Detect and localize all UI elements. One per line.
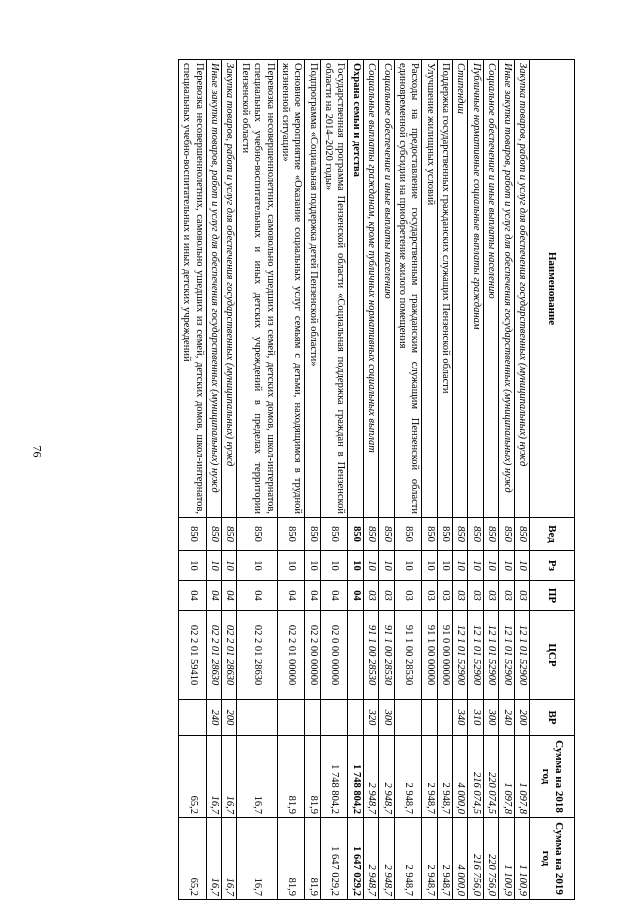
table-row [453,60,468,900]
cell-sum-2019: 1 100,9 [514,818,529,900]
table-row [499,60,514,900]
cell-ved: 850 [277,518,305,551]
cell-vr: 200 [222,700,237,736]
cell-vr: 240 [499,700,514,736]
cell-pr: 04 [206,581,221,611]
cell-name: Закупка товаров, работ и услуг для обеспечения государственных (муниципальных) нужд [514,60,529,518]
cell-sum-2018: 2 948,7 [379,736,394,818]
cell-ved: 850 [379,518,394,551]
cell-sum-2018: 1 748 804,2 [348,736,363,818]
cell-sum-2019: 1 100,9 [499,818,514,900]
table-row [179,60,207,900]
cell-pr: 03 [422,581,437,611]
cell-pr: 04 [222,581,237,611]
cell-name: Социальное обеспечение и иные выплаты населению [483,60,498,518]
cell-ved: 850 [468,518,483,551]
table-row [222,60,237,900]
cell-rz: 10 [422,551,437,581]
table-header-row [530,60,575,900]
cell-csr: 91 0 00 00000 [437,611,452,700]
cell-csr [348,611,363,700]
header-name: Наименование [530,60,575,518]
cell-sum-2018: 1 097,8 [514,736,529,818]
cell-pr: 03 [453,581,468,611]
cell-sum-2019: 1 647 029,2 [320,818,348,900]
cell-ved: 850 [483,518,498,551]
header-sum-2019: Сумма на 2019 год [530,818,575,900]
cell-vr [237,700,277,736]
cell-rz: 10 [305,551,320,581]
cell-rz: 10 [453,551,468,581]
cell-name: Охрана семьи и детства [348,60,363,518]
cell-csr: 12 1 01 52900 [483,611,498,700]
cell-ved: 850 [437,518,452,551]
cell-sum-2018: 65,2 [179,736,207,818]
cell-vr [348,700,363,736]
cell-ved: 850 [179,518,207,551]
cell-sum-2019: 2 948,7 [422,818,437,900]
cell-rz: 10 [394,551,422,581]
cell-csr: 02 2 01 00000 [277,611,305,700]
table-row [348,60,363,900]
cell-name: Перевозка несовершеннолетних, самовольно ушедших из семей, детских домов, школ-интернатов, специальных учебно-воспитательных и иных детских учреждений [179,60,207,518]
table-row [422,60,437,900]
cell-vr: 300 [379,700,394,736]
cell-csr: 12 1 01 52900 [468,611,483,700]
cell-pr: 04 [237,581,277,611]
cell-rz: 10 [363,551,378,581]
cell-rz: 10 [222,551,237,581]
cell-sum-2019: 2 948,7 [379,818,394,900]
cell-sum-2018: 81,9 [277,736,305,818]
cell-csr: 91 1 00 00000 [422,611,437,700]
table-row [514,60,529,900]
cell-rz: 10 [514,551,529,581]
header-vr: ВР [530,700,575,736]
cell-sum-2019: 2 948,7 [363,818,378,900]
table-row [206,60,221,900]
cell-name: Социальное обеспечение и иные выплаты населению [379,60,394,518]
cell-pr: 03 [483,581,498,611]
cell-csr: 91 1 00 28530 [379,611,394,700]
cell-ved: 850 [499,518,514,551]
cell-csr: 02 2 00 00000 [305,611,320,700]
cell-pr: 04 [277,581,305,611]
cell-sum-2018: 216 074,5 [468,736,483,818]
cell-name: Расходы на предоставление государственным гражданским служащим Пензенской области единовременной субсидии на приобретение жилого помещения [394,60,422,518]
cell-ved: 850 [222,518,237,551]
header-csr: ЦСР [530,611,575,700]
cell-rz: 10 [437,551,452,581]
cell-name: Улучшение жилищных условий [422,60,437,518]
cell-vr [394,700,422,736]
cell-csr: 12 1 01 52900 [499,611,514,700]
cell-sum-2019: 4 000,0 [453,818,468,900]
table-row [379,60,394,900]
cell-vr [179,700,207,736]
cell-vr [320,700,348,736]
cell-sum-2019: 216 756,0 [468,818,483,900]
cell-sum-2019: 65,2 [179,818,207,900]
cell-ved: 850 [206,518,221,551]
cell-ved: 850 [363,518,378,551]
cell-rz: 10 [483,551,498,581]
cell-sum-2019: 2 948,7 [437,818,452,900]
cell-csr: 02 0 00 00000 [320,611,348,700]
page-number: 76 [30,445,45,458]
cell-sum-2019: 16,7 [237,818,277,900]
cell-ved: 850 [394,518,422,551]
cell-name: Поддержка государственных гражданских служащих Пензенской области [437,60,452,518]
header-rz: Рз [530,551,575,581]
table-row [468,60,483,900]
table-body [179,60,530,900]
cell-sum-2019: 1 647 029,2 [348,818,363,900]
cell-pr: 04 [305,581,320,611]
table-row [277,60,305,900]
table-row [237,60,277,900]
cell-pr: 04 [320,581,348,611]
cell-name: Иные закупки товаров, работ и услуг для обеспечения государственных (муниципальных) нужд [499,60,514,518]
table-row [320,60,348,900]
cell-name: Государственная программа Пензенской области «Социальная поддержка граждан в Пензенской области на 2014–2020 годы» [320,60,348,518]
cell-rz: 10 [320,551,348,581]
cell-name: Социальные выплаты гражданам, кроме публичных нормативных социальных выплат [363,60,378,518]
cell-sum-2018: 2 948,7 [422,736,437,818]
cell-vr [277,700,305,736]
cell-vr: 240 [206,700,221,736]
cell-csr: 02 2 01 28630 [222,611,237,700]
cell-csr: 02 2 01 28630 [206,611,221,700]
table-row [305,60,320,900]
cell-pr: 03 [468,581,483,611]
cell-sum-2018: 220 074,5 [483,736,498,818]
cell-ved: 850 [453,518,468,551]
cell-pr: 04 [348,581,363,611]
cell-csr: 02 2 01 28630 [237,611,277,700]
cell-sum-2018: 16,7 [222,736,237,818]
cell-sum-2019: 81,9 [305,818,320,900]
cell-pr: 03 [499,581,514,611]
cell-sum-2018: 1 748 804,2 [320,736,348,818]
cell-name: Основное мероприятие «Оказание социальных услуг семьям с детьми, находящимся в трудной жизненной ситуации» [277,60,305,518]
cell-sum-2019: 16,7 [222,818,237,900]
cell-name: Перевозка несовершеннолетних, самовольно ушедших из семей, детских домов, школ-интернатов, специальных учебно-воспитательных и иных детских учреждений в пределах территории Пензенской области [237,60,277,518]
cell-sum-2018: 2 948,7 [363,736,378,818]
table-row [363,60,378,900]
cell-sum-2019: 220 756,0 [483,818,498,900]
header-ved: Вед [530,518,575,551]
cell-pr: 03 [379,581,394,611]
cell-csr: 02 2 01 59410 [179,611,207,700]
cell-pr: 03 [437,581,452,611]
cell-csr: 12 1 01 52900 [514,611,529,700]
cell-sum-2018: 4 000,0 [453,736,468,818]
cell-csr: 91 1 00 28530 [363,611,378,700]
cell-pr: 03 [363,581,378,611]
cell-name: Иные закупки товаров, работ и услуг для обеспечения государственных (муниципальных) нужд [206,60,221,518]
cell-name: Закупка товаров, работ и услуг для обеспечения государственных (муниципальных) нужд [222,60,237,518]
cell-rz: 10 [179,551,207,581]
cell-csr: 91 1 00 28530 [394,611,422,700]
cell-vr [422,700,437,736]
cell-rz: 10 [379,551,394,581]
cell-sum-2019: 16,7 [206,818,221,900]
cell-vr [305,700,320,736]
budget-table [178,59,575,900]
cell-sum-2019: 2 948,7 [394,818,422,900]
cell-sum-2018: 81,9 [305,736,320,818]
cell-vr [437,700,452,736]
cell-vr: 320 [363,700,378,736]
cell-sum-2018: 2 948,7 [437,736,452,818]
cell-ved: 850 [422,518,437,551]
cell-rz: 10 [277,551,305,581]
budget-table-container [55,59,575,899]
cell-ved: 850 [348,518,363,551]
header-pr: ПР [530,581,575,611]
cell-rz: 10 [237,551,277,581]
table-row [483,60,498,900]
cell-name: Стипендии [453,60,468,518]
cell-ved: 850 [514,518,529,551]
cell-sum-2019: 81,9 [277,818,305,900]
cell-ved: 850 [320,518,348,551]
cell-vr: 310 [468,700,483,736]
cell-vr: 300 [483,700,498,736]
cell-vr: 200 [514,700,529,736]
cell-sum-2018: 16,7 [237,736,277,818]
cell-pr: 04 [179,581,207,611]
cell-pr: 03 [514,581,529,611]
cell-sum-2018: 16,7 [206,736,221,818]
cell-rz: 10 [499,551,514,581]
cell-sum-2018: 1 097,8 [499,736,514,818]
cell-rz: 10 [206,551,221,581]
cell-ved: 850 [305,518,320,551]
cell-pr: 03 [394,581,422,611]
cell-rz: 10 [468,551,483,581]
cell-ved: 850 [237,518,277,551]
cell-rz: 10 [348,551,363,581]
cell-vr: 340 [453,700,468,736]
cell-csr: 12 1 01 52900 [453,611,468,700]
header-sum-2018: Сумма на 2018 год [530,736,575,818]
cell-name: Публичные нормативные социальные выплаты гражданам [468,60,483,518]
table-row [437,60,452,900]
cell-sum-2018: 2 948,7 [394,736,422,818]
cell-name: Подпрограмма «Социальная поддержка детей Пензенской области» [305,60,320,518]
table-row [394,60,422,900]
